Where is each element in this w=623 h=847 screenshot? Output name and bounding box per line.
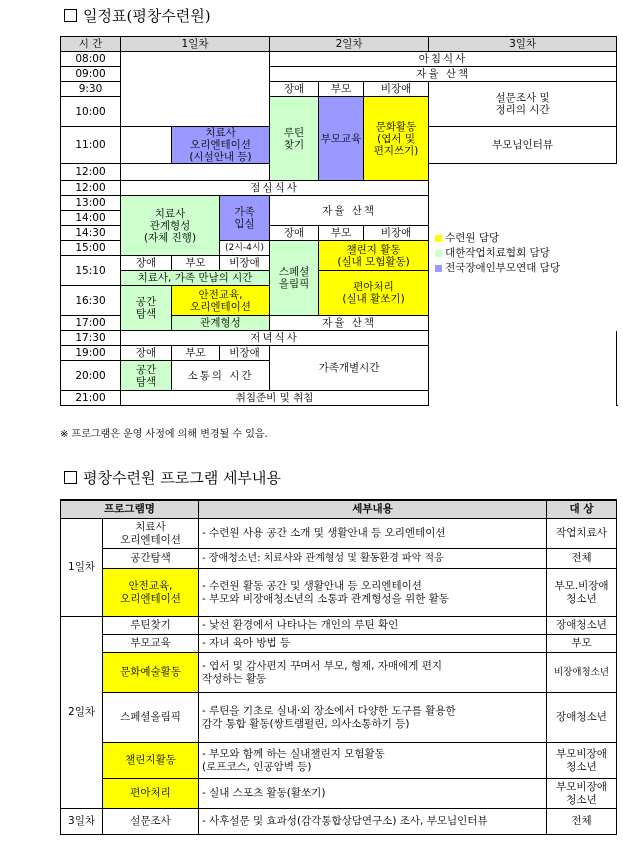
legend-swatch xyxy=(435,265,442,272)
day-cell: 1일차 xyxy=(61,519,103,617)
legend-label: 전국장애인부모연대 담당 xyxy=(445,262,560,275)
header-day2: 2일차 xyxy=(270,37,429,52)
time-cell: 19:00 xyxy=(61,346,121,361)
note: ※ 프로그램은 운영 사정에 의해 변경될 수 있음. xyxy=(60,429,268,440)
time-cell: 14:00 xyxy=(61,211,121,226)
header-day3: 3일차 xyxy=(429,37,617,52)
program-target: 전체 xyxy=(547,809,617,835)
program-target: 부모비장애 청소년 xyxy=(547,743,617,779)
time-cell: 10:00 xyxy=(61,97,121,127)
therapist-rel-cell: 치료사 관계형성 (자체 진행) xyxy=(121,196,220,256)
program-name: 스페셜올림픽 xyxy=(103,693,199,743)
family-private-cell: 가족개별시간 xyxy=(270,346,429,391)
disabled-cell: 장애 xyxy=(121,256,172,271)
header-target: 대 상 xyxy=(547,500,617,519)
program-name: 공간탐색 xyxy=(103,549,199,569)
time-cell: 12:00 xyxy=(61,181,121,196)
program-desc: - 엽서 및 감사편지 꾸며서 부모, 형제, 자매에게 편지 작성하는 활동 xyxy=(199,653,547,693)
program-desc: - 수련원 활동 공간 및 생활안내 등 오리엔테이션 - 부모와 비장애청소년의 소통과 관계형성을 위한 활동 xyxy=(199,569,547,617)
program-name: 치료사 오리엔테이션 xyxy=(103,519,199,549)
program-target: 작업치료사 xyxy=(547,519,617,549)
time-cell: 14:30 xyxy=(61,226,121,241)
culture-cell: 문화활동 (엽서 및 편지쓰기) xyxy=(364,97,429,181)
parent-cell: 부모 xyxy=(319,82,364,97)
dinner-cell: 저녁식사 xyxy=(121,331,429,346)
header-day1: 1일차 xyxy=(121,37,270,52)
nondisabled-cell: 비장애 xyxy=(364,226,429,241)
time-cell: 17:30 xyxy=(61,331,121,346)
program-desc: - 수련원 사용 공간 소개 및 생활안내 등 오리엔테이션 xyxy=(199,519,547,549)
schedule-title: 일정표(평창수련원) xyxy=(83,7,211,25)
schedule-heading xyxy=(64,5,211,26)
detail-heading xyxy=(64,467,281,488)
time-cell: 11:00 xyxy=(61,127,121,164)
detail-title: 평창수련원 프로그램 세부내용 xyxy=(83,469,281,487)
disabled-cell: 장애 xyxy=(121,346,172,361)
program-target: 장애청소년 xyxy=(547,617,617,635)
space-explore-cell: 공간 탐색 xyxy=(121,361,172,391)
routine-cell: 루틴 찾기 xyxy=(270,97,319,181)
program-name: 설문조사 xyxy=(103,809,199,835)
program-name: 편아처리 xyxy=(103,779,199,809)
time-cell: 21:00 xyxy=(61,391,121,406)
breakfast-cell: 아침식사 xyxy=(270,52,617,67)
meeting-cell: 치료사, 가족 만남의 시간 xyxy=(121,271,270,286)
legend xyxy=(429,164,617,346)
program-target: 비장애청소년 xyxy=(547,653,617,693)
challenge-cell: 챌린지 활동 (실내 모험활동) xyxy=(319,241,429,271)
walk-cell: 자율 산책 xyxy=(270,67,617,82)
detail-table xyxy=(60,499,617,835)
program-target: 전체 xyxy=(547,549,617,569)
parent-cell: 부모 xyxy=(172,346,220,361)
program-desc: - 실내 스포츠 활동(활쏘기) xyxy=(199,779,547,809)
time-cell: 08:00 xyxy=(61,52,121,67)
header-time: 시 간 xyxy=(61,37,121,52)
checkbox-icon xyxy=(64,471,77,484)
nondisabled-cell: 비장애 xyxy=(364,82,429,97)
program-name: 루틴찾기 xyxy=(103,617,199,635)
header-program: 프로그램명 xyxy=(61,500,199,519)
program-name: 부모교육 xyxy=(103,635,199,653)
legend-label: 수련원 담당 xyxy=(445,232,500,245)
program-desc: - 장애청소년: 치료사와 관계형성 및 활동환경 파악 적응 xyxy=(199,549,547,569)
program-name: 안전교육, 오리엔테이션 xyxy=(103,569,199,617)
time-cell: 12:00 xyxy=(61,164,121,181)
walk-cell: 자율 산책 xyxy=(270,316,429,331)
comm-cell: 소통의 시간 xyxy=(172,361,270,391)
parent-interview-cell: 부모님인터뷰 xyxy=(429,127,617,164)
family-time-cell: (2시-4시) xyxy=(220,241,270,256)
empty-cell xyxy=(121,127,172,164)
survey-cell: 설문조사 및 정리의 시간 xyxy=(429,82,617,127)
program-name: 문화예술활동 xyxy=(103,653,199,693)
lunch-cell: 점심식사 xyxy=(121,181,429,196)
therapist-ori-cell: 치료사 오리엔테이션 (시설안내 등) xyxy=(172,127,270,164)
program-target: 장애청소년 xyxy=(547,693,617,743)
program-desc: - 자녀 육아 방법 등 xyxy=(199,635,547,653)
time-cell: 16:30 xyxy=(61,286,121,316)
program-target: 부모 xyxy=(547,635,617,653)
disabled-cell: 장애 xyxy=(270,82,319,97)
program-target: 부모.비장애 청소년 xyxy=(547,569,617,617)
day-cell: 2일차 xyxy=(61,617,103,809)
program-target: 부모비장애 청소년 xyxy=(547,779,617,809)
time-cell: 09:00 xyxy=(61,67,121,82)
legend-label: 대한작업치료협회 담당 xyxy=(445,247,550,260)
program-desc: - 사후설문 및 효과성(감각통합상담연구소) 조사, 부모님인터뷰 xyxy=(199,809,547,835)
special-olympic-cell: 스페셜 올림픽 xyxy=(270,241,319,316)
program-desc: - 루틴을 기초로 실내·외 장소에서 다양한 도구를 활용한 감각 통합 활동(쌍트램펄린, 의사소통하기 등) xyxy=(199,693,547,743)
time-cell: 15:10 xyxy=(61,256,121,286)
space-explore-cell: 공간 탐색 xyxy=(121,286,172,331)
time-cell: 20:00 xyxy=(61,361,121,391)
program-desc: - 부모와 함께 하는 실내챌린지 모험활동 (로프코스, 인공암벽 등) xyxy=(199,743,547,779)
bed-cell: 취침준비 및 취침 xyxy=(121,391,429,406)
relation-cell: 관계형성 xyxy=(172,316,270,331)
day-cell: 3일차 xyxy=(61,809,103,835)
time-cell: 15:00 xyxy=(61,241,121,256)
pinball-cell: 편아처리 (실내 활쏘기) xyxy=(319,271,429,316)
legend-swatch xyxy=(435,235,442,242)
header-content: 세부내용 xyxy=(199,500,547,519)
nondisabled-cell: 비장애 xyxy=(220,346,270,361)
time-cell: 17:00 xyxy=(61,316,121,331)
time-cell: 9:30 xyxy=(61,82,121,97)
checkbox-icon xyxy=(64,9,77,22)
empty-cell xyxy=(121,164,270,181)
walk-cell: 자율 산책 xyxy=(270,196,429,226)
legend-swatch xyxy=(435,250,442,257)
parent-edu-cell: 부모교육 xyxy=(319,97,364,181)
program-name: 챌린지활동 xyxy=(103,743,199,779)
parent-cell: 부모 xyxy=(172,256,220,271)
disabled-cell: 장애 xyxy=(270,226,319,241)
program-desc: - 낯선 환경에서 나타나는 개인의 루틴 확인 xyxy=(199,617,547,635)
time-cell: 13:00 xyxy=(61,196,121,211)
empty-cell xyxy=(121,52,270,127)
schedule-table xyxy=(60,36,617,406)
nondisabled-cell: 비장애 xyxy=(220,256,270,271)
parent-cell: 부모 xyxy=(319,226,364,241)
safety-cell: 안전교육, 오리엔테이션 xyxy=(172,286,270,316)
family-move-cell: 가족 입실 xyxy=(220,196,270,241)
